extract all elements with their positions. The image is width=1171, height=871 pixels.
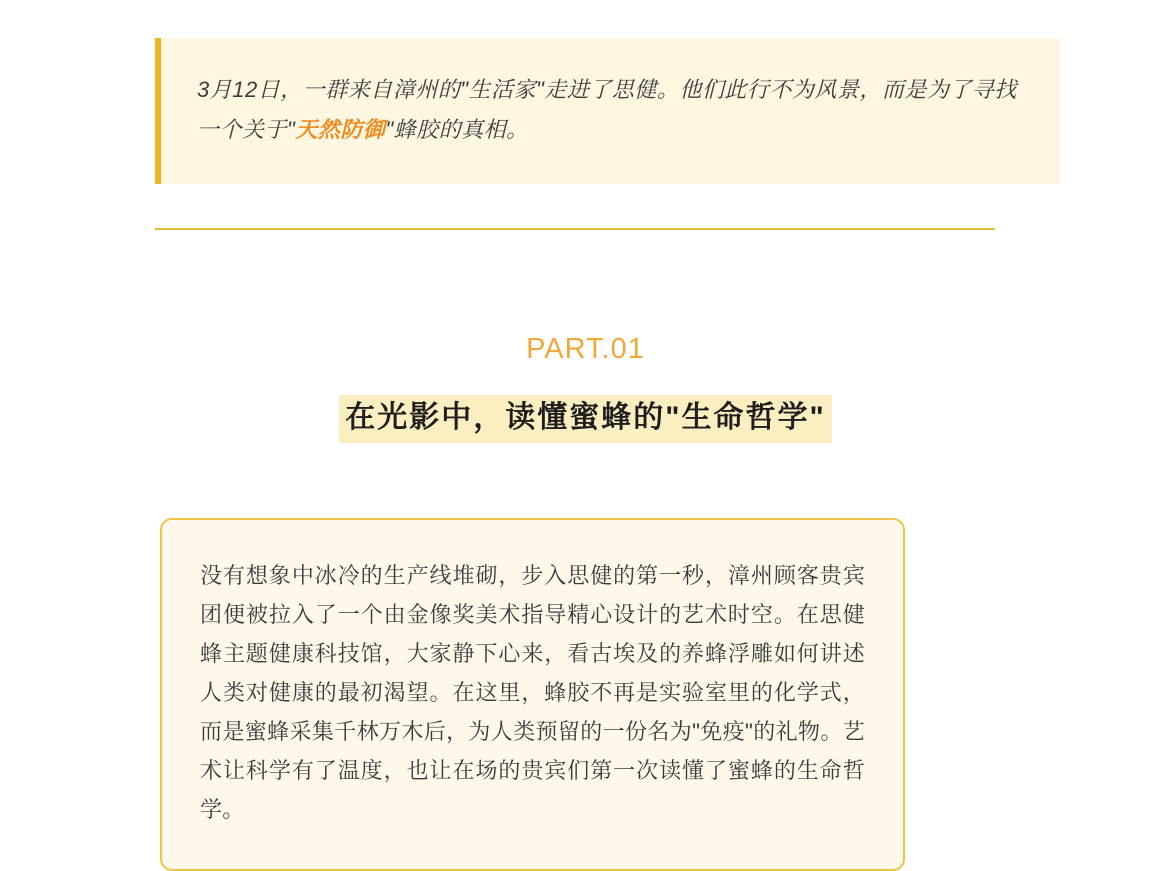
intro-quote-text: [197, 70, 1022, 150]
body-card: [160, 518, 905, 871]
intro-text-part1: 3月12日，一群来自漳州的"生活家"走进了思健。他们此行不为风景，而是为了寻找一个关于": [197, 77, 1017, 142]
body-paragraph: 没有想象中冰冷的生产线堆砌，步入思健的第一秒，漳州顾客贵宾团便被拉入了一个由金像奖美术指导精心设计的艺术时空。在思健蜂主题健康科技馆，大家静下心来，看古埃及的养蜂浮雕如何讲述人类对健康的最初渴望。在这里，蜂胶不再是实验室里的化学式，而是蜜蜂采集千林万木后，为人类预留的一份名为"免疫"的礼物。艺术让科学有了温度，也让在场的贵宾们第一次读懂了蜜蜂的生命哲学。: [200, 563, 865, 822]
section-heading-container: [0, 395, 1171, 443]
part-label: PART.01: [526, 333, 645, 365]
intro-highlight-term: 天然防御: [295, 117, 386, 142]
section-heading: 在光影中，读懂蜜蜂的"生命哲学": [339, 395, 831, 443]
intro-quote-block: [155, 38, 1060, 184]
section-divider: [155, 228, 995, 230]
intro-text-part2: "蜂胶的真相。: [385, 117, 529, 142]
